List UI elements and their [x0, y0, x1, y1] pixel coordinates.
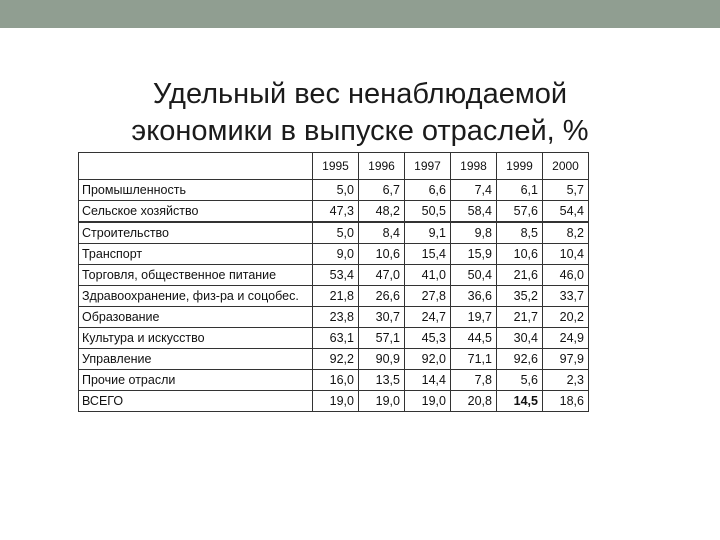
- value-cell: 9,0: [313, 244, 359, 265]
- value-cell: 21,7: [497, 307, 543, 328]
- value-cell: 21,8: [313, 286, 359, 307]
- value-cell: 5,0: [313, 222, 359, 244]
- table-row: [79, 349, 589, 370]
- row-label: Транспорт: [79, 244, 313, 265]
- value-cell: 90,9: [359, 349, 405, 370]
- value-cell: 27,8: [405, 286, 451, 307]
- value-cell: 36,6: [451, 286, 497, 307]
- table-row: [79, 307, 589, 328]
- value-cell: 30,7: [359, 307, 405, 328]
- slide-title: [60, 76, 660, 150]
- value-cell: 6,1: [497, 180, 543, 201]
- value-cell: 5,0: [313, 180, 359, 201]
- value-cell: 46,0: [543, 265, 589, 286]
- row-label: Торговля, общественное питание: [79, 265, 313, 286]
- row-label: Образование: [79, 307, 313, 328]
- row-label: Промышленность: [79, 180, 313, 201]
- value-cell: 63,1: [313, 328, 359, 349]
- title-line-2: экономики в выпуске отраслей, %: [131, 115, 589, 147]
- value-cell: 24,9: [543, 328, 589, 349]
- value-cell: 19,7: [451, 307, 497, 328]
- row-label: ВСЕГО: [79, 391, 313, 412]
- year-header: 1999: [497, 153, 543, 180]
- value-cell: 15,4: [405, 244, 451, 265]
- table-row: [79, 391, 589, 412]
- value-cell: 92,6: [497, 349, 543, 370]
- value-cell: 33,7: [543, 286, 589, 307]
- value-cell: 16,0: [313, 370, 359, 391]
- value-cell: 7,8: [451, 370, 497, 391]
- value-cell: 9,8: [451, 222, 497, 244]
- header-row: [79, 153, 589, 180]
- table-row: [79, 286, 589, 307]
- value-cell: 45,3: [405, 328, 451, 349]
- value-cell: 20,2: [543, 307, 589, 328]
- table-row: [79, 370, 589, 391]
- value-cell: 47,0: [359, 265, 405, 286]
- row-label: Сельское хозяйство: [79, 201, 313, 223]
- value-cell: 13,5: [359, 370, 405, 391]
- value-cell: 7,4: [451, 180, 497, 201]
- value-cell: 10,6: [497, 244, 543, 265]
- value-cell: 71,1: [451, 349, 497, 370]
- header-empty-cell: [79, 153, 313, 180]
- year-header: 1995: [313, 153, 359, 180]
- title-line-1: Удельный вес ненаблюдаемой: [152, 78, 568, 110]
- value-cell: 58,4: [451, 201, 497, 223]
- value-cell: 30,4: [497, 328, 543, 349]
- value-cell: 19,0: [359, 391, 405, 412]
- year-header: 1998: [451, 153, 497, 180]
- table-row: [79, 222, 589, 244]
- value-cell: 19,0: [313, 391, 359, 412]
- value-cell: 6,6: [405, 180, 451, 201]
- value-cell: 53,4: [313, 265, 359, 286]
- value-cell: 14,5: [497, 391, 543, 412]
- value-cell: 24,7: [405, 307, 451, 328]
- slide-top-bar: [0, 0, 720, 28]
- value-cell: 97,9: [543, 349, 589, 370]
- value-cell: 8,4: [359, 222, 405, 244]
- row-label: Прочие отрасли: [79, 370, 313, 391]
- value-cell: 35,2: [497, 286, 543, 307]
- year-header: 2000: [543, 153, 589, 180]
- value-cell: 57,6: [497, 201, 543, 223]
- value-cell: 5,6: [497, 370, 543, 391]
- value-cell: 21,6: [497, 265, 543, 286]
- value-cell: 23,8: [313, 307, 359, 328]
- value-cell: 54,4: [543, 201, 589, 223]
- value-cell: 92,2: [313, 349, 359, 370]
- row-label: Здравоохранение, физ-ра и соцобес.: [79, 286, 313, 307]
- row-label: Управление: [79, 349, 313, 370]
- value-cell: 50,4: [451, 265, 497, 286]
- value-cell: 10,4: [543, 244, 589, 265]
- value-cell: 20,8: [451, 391, 497, 412]
- value-cell: 44,5: [451, 328, 497, 349]
- row-label: Строительство: [79, 222, 313, 244]
- value-cell: 8,2: [543, 222, 589, 244]
- value-cell: 5,7: [543, 180, 589, 201]
- row-label: Культура и искусство: [79, 328, 313, 349]
- value-cell: 10,6: [359, 244, 405, 265]
- table-row: [79, 265, 589, 286]
- year-header: 1996: [359, 153, 405, 180]
- data-table: [78, 152, 589, 412]
- value-cell: 47,3: [313, 201, 359, 223]
- value-cell: 9,1: [405, 222, 451, 244]
- value-cell: 92,0: [405, 349, 451, 370]
- value-cell: 50,5: [405, 201, 451, 223]
- value-cell: 18,6: [543, 391, 589, 412]
- table-row: [79, 201, 589, 223]
- table-row: [79, 180, 589, 201]
- value-cell: 6,7: [359, 180, 405, 201]
- value-cell: 41,0: [405, 265, 451, 286]
- value-cell: 19,0: [405, 391, 451, 412]
- value-cell: 2,3: [543, 370, 589, 391]
- value-cell: 14,4: [405, 370, 451, 391]
- year-header: 1997: [405, 153, 451, 180]
- value-cell: 8,5: [497, 222, 543, 244]
- value-cell: 57,1: [359, 328, 405, 349]
- value-cell: 15,9: [451, 244, 497, 265]
- value-cell: 26,6: [359, 286, 405, 307]
- table-row: [79, 328, 589, 349]
- table-row: [79, 244, 589, 265]
- value-cell: 48,2: [359, 201, 405, 223]
